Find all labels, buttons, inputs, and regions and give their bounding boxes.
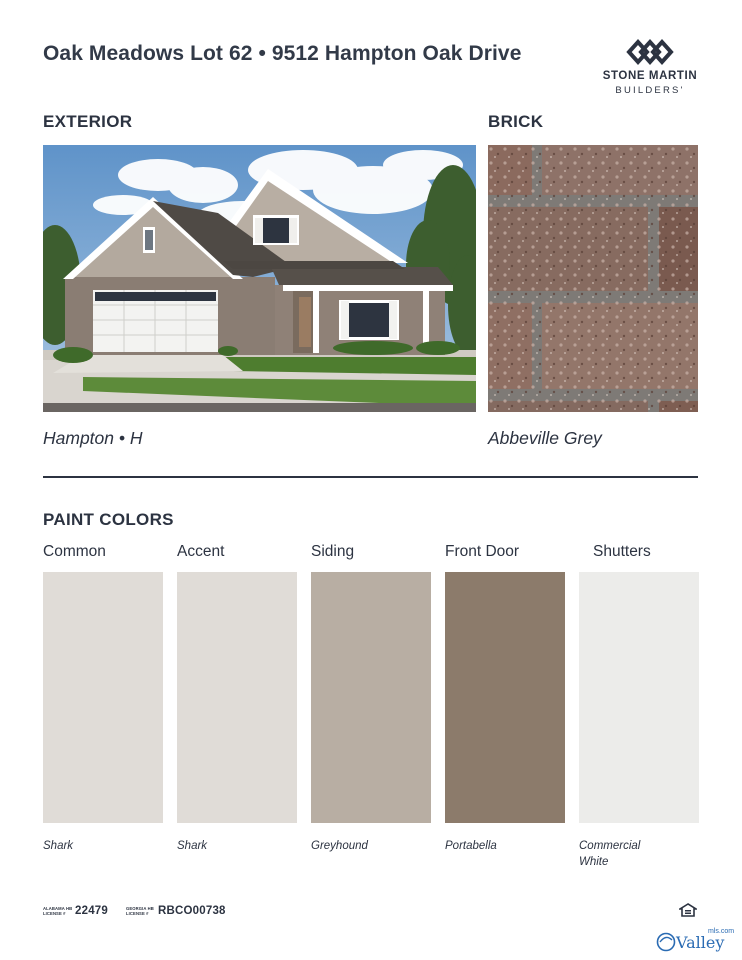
paint-swatch-common bbox=[43, 572, 163, 823]
logo-chevron-icon bbox=[625, 38, 675, 66]
exterior-caption: Hampton • H bbox=[43, 428, 143, 448]
georgia-license-number: RBCO00738 bbox=[158, 905, 226, 917]
paint-label-accent: Accent bbox=[177, 543, 225, 560]
valleymls-logo bbox=[656, 928, 742, 954]
paint-label-siding: Siding bbox=[311, 543, 355, 560]
brick-sample-image bbox=[488, 145, 698, 412]
paint-name-siding: Greyhound bbox=[311, 840, 368, 852]
paint-name-accent: Shark bbox=[177, 840, 208, 852]
mls-small-text: mls.com bbox=[708, 928, 735, 935]
alabama-license-number: 22479 bbox=[75, 905, 108, 917]
mls-brand-text: Valley bbox=[676, 933, 725, 952]
alabama-license-tag: ALABAMA HB LICENSE # bbox=[43, 906, 73, 916]
paint-label-shutters: Shutters bbox=[593, 543, 651, 560]
logo-wordmark: STONE MARTIN bbox=[602, 70, 698, 82]
alabama-license bbox=[43, 905, 108, 917]
section-divider bbox=[43, 476, 698, 478]
paint-name-common: Shark bbox=[43, 840, 74, 852]
paint-colors-heading: PAINT COLORS bbox=[43, 510, 174, 529]
paint-label-common: Common bbox=[43, 543, 106, 560]
paint-name-front-door: Portabella bbox=[445, 840, 497, 852]
paint-label-front-door: Front Door bbox=[445, 543, 520, 560]
exterior-rendering-image bbox=[43, 145, 476, 412]
georgia-license-tag: GEORGIA HB LICENSE # bbox=[126, 906, 154, 916]
equal-housing-icon bbox=[679, 903, 697, 917]
exterior-heading: EXTERIOR bbox=[43, 112, 133, 131]
stone-martin-logo bbox=[592, 38, 708, 100]
georgia-license bbox=[126, 905, 226, 917]
brick-caption: Abbeville Grey bbox=[488, 428, 602, 448]
paint-swatch-shutters bbox=[579, 572, 699, 823]
brick-heading: BRICK bbox=[488, 112, 544, 131]
page-title: Oak Meadows Lot 62 • 9512 Hampton Oak Drive bbox=[43, 42, 522, 65]
paint-name-shutters: Commercial White bbox=[579, 840, 641, 868]
paint-swatch-accent bbox=[177, 572, 297, 823]
paint-swatch-siding bbox=[311, 572, 431, 823]
logo-subtitle: BUILDERS' bbox=[615, 85, 685, 96]
paint-swatch-front-door bbox=[445, 572, 565, 823]
